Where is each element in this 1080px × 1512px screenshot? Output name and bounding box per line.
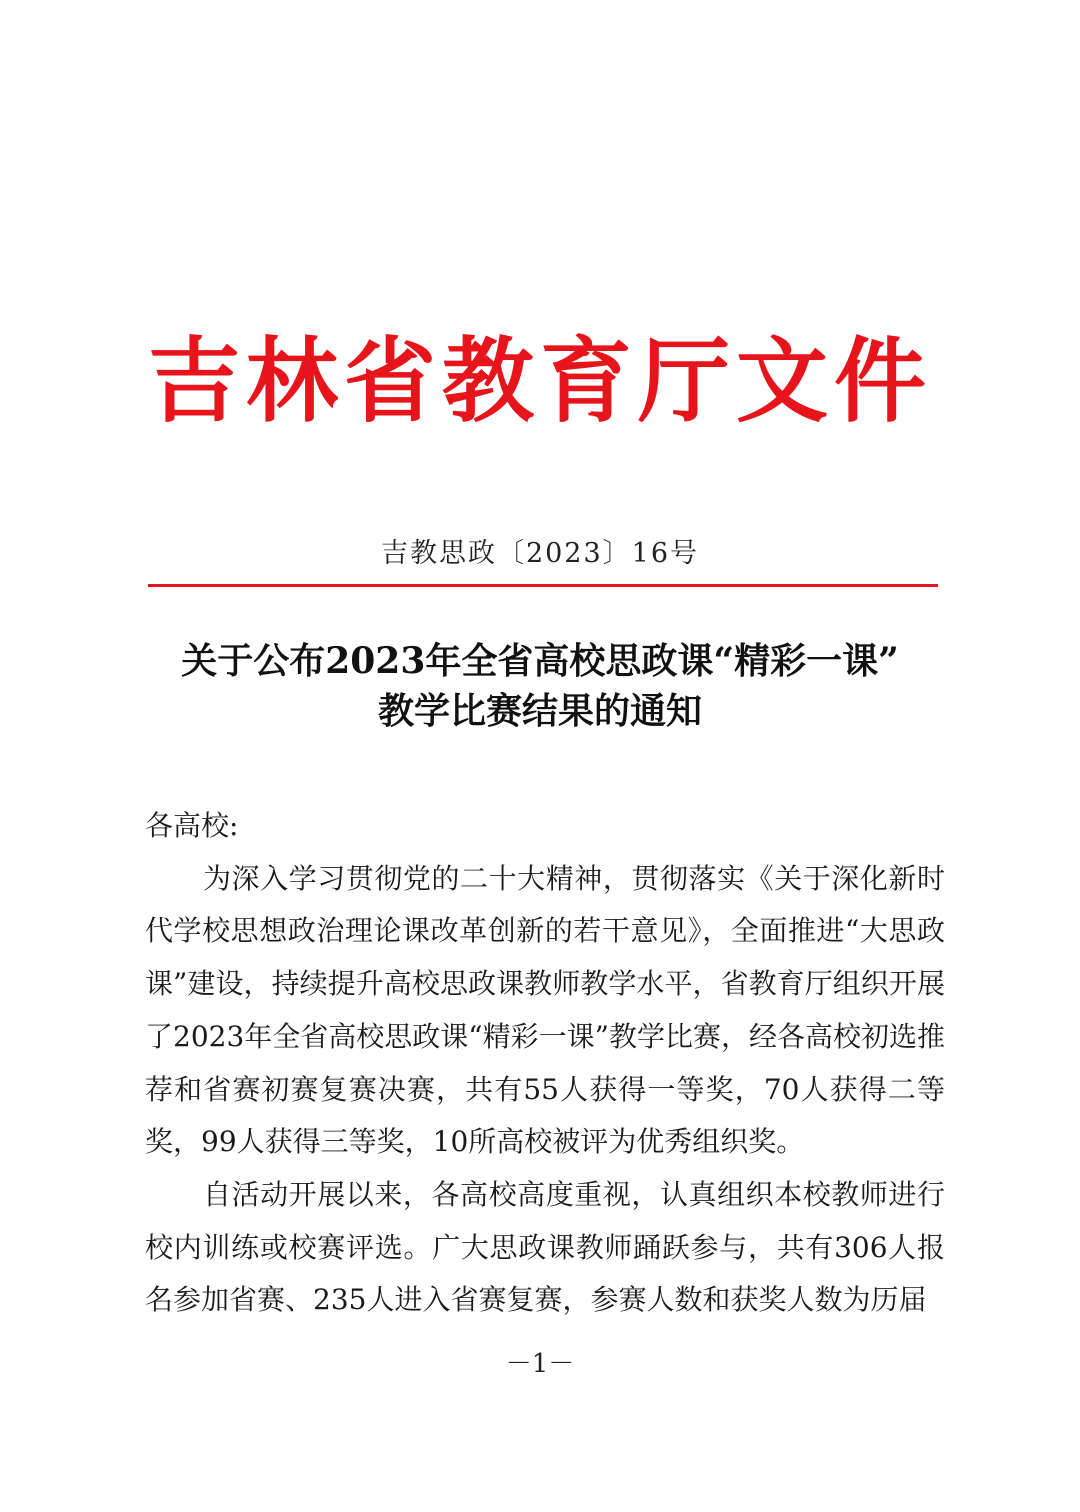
body-paragraph-2: 自活动开展以来，各高校高度重视，认真组织本校教师进行校内训练或校赛评选。广大思政课教师踊跃参与，共有306人报名参加省赛、235人进入省赛复赛，参赛人数和获奖人数为历届	[145, 1177, 945, 1317]
document-title-line-1: 关于公布2023年全省高校思政课“精彩一课”	[181, 640, 899, 682]
document-body	[145, 800, 945, 1327]
document-number: 吉教思政〔2023〕16号	[380, 538, 700, 569]
document-header-title: 吉林省教育厅文件	[147, 328, 932, 435]
document-title	[100, 636, 980, 736]
page-number: －1－	[505, 1349, 575, 1379]
red-divider-line	[148, 584, 938, 587]
salutation: 各高校:	[145, 809, 239, 842]
body-paragraph-1: 为深入学习贯彻党的二十大精神，贯彻落实《关于深化新时代学校思想政治理论课改革创新的若干意见》，全面推进“大思政课”建设，持续提升高校思政课教师教学水平，省教育厅组织开展了2023年全省高校思政课“精彩一课”教学比赛，经各高校初选推荐和省赛初赛复赛决赛，共有55人获得一等奖，70人获得二等奖，99人获得三等奖，10所高校被评为优秀组织奖。	[145, 861, 945, 1159]
document-title-line-2: 教学比赛结果的通知	[377, 690, 702, 732]
